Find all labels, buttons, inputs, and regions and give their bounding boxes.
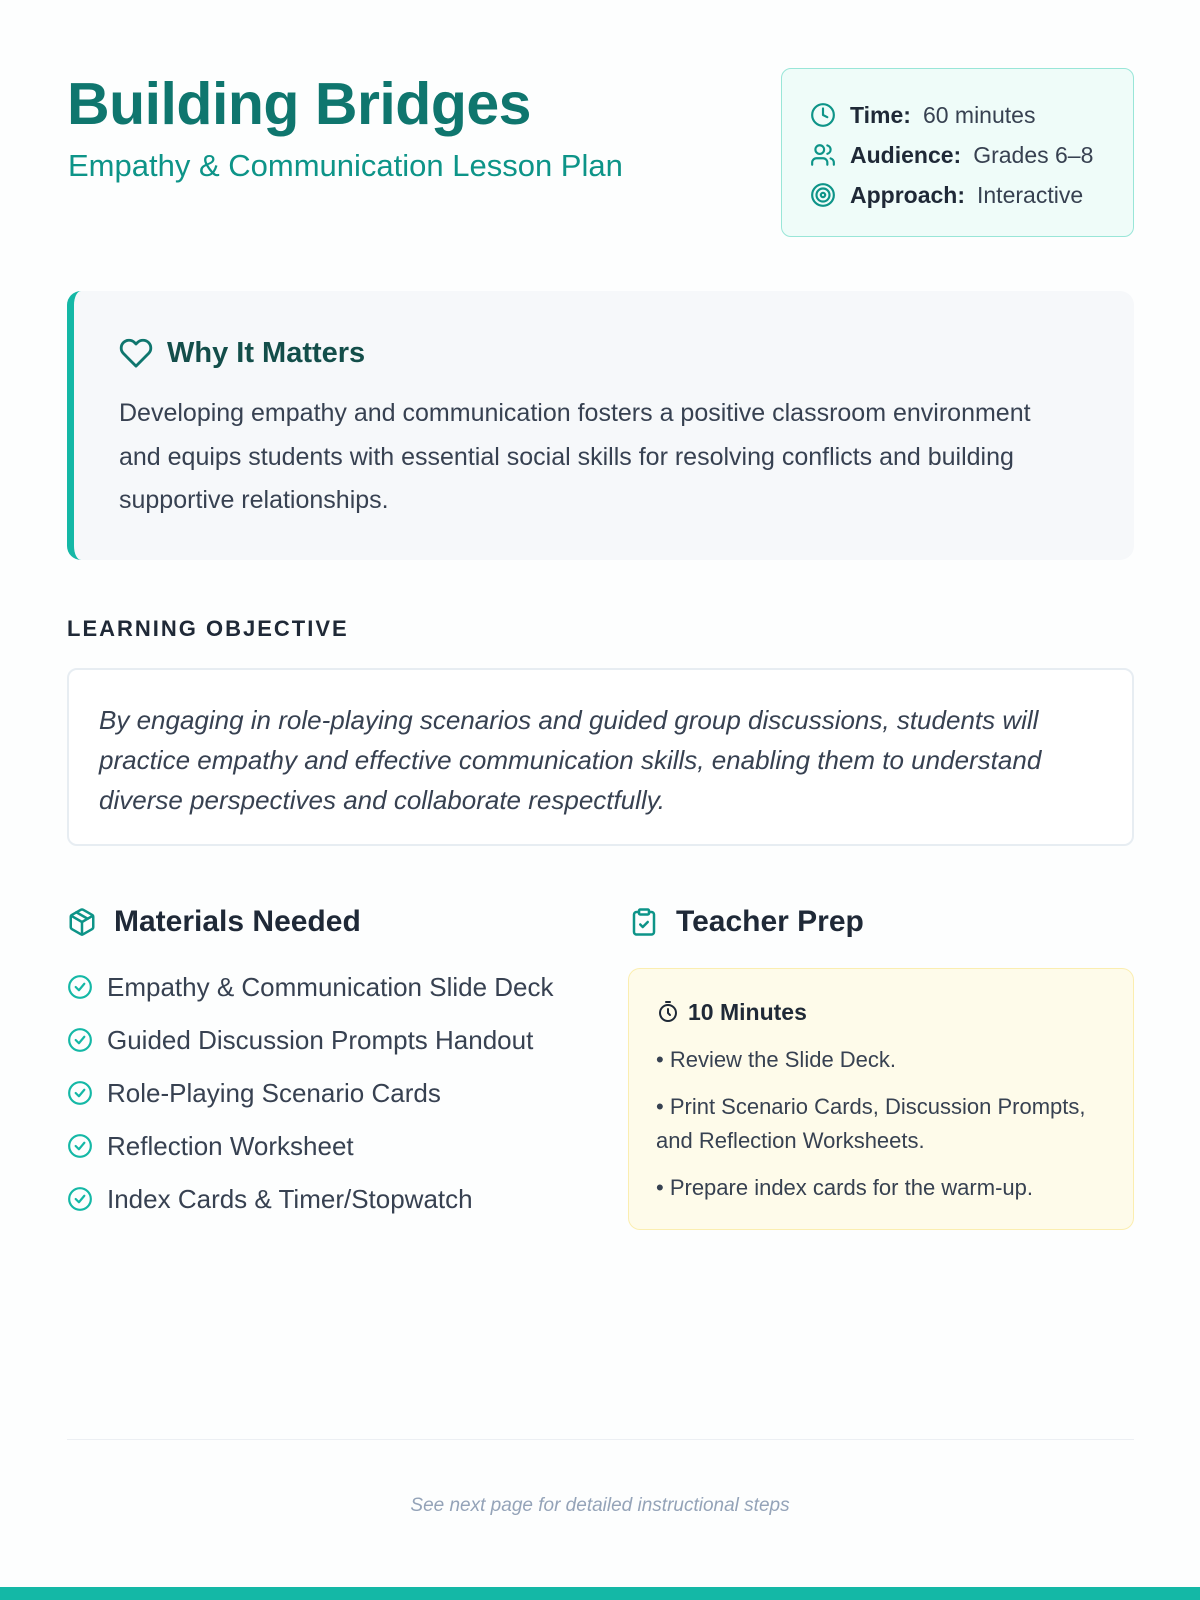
meta-label: Approach:: [850, 181, 965, 208]
users-icon: [809, 141, 837, 169]
page-subtitle: Empathy & Communication Lesson Plan: [68, 148, 623, 183]
objective-label: LEARNING OBJECTIVE: [67, 616, 349, 641]
why-it-matters-card: [67, 291, 1134, 560]
materials-title: Materials Needed: [114, 905, 361, 938]
meta-audience: [809, 135, 1133, 175]
objective-box: [67, 668, 1134, 846]
clock-icon: [809, 101, 837, 129]
page-title: Building Bridges: [67, 71, 531, 137]
meta-label: Time:: [850, 101, 911, 128]
clipboard-check-icon: [629, 904, 661, 940]
stopwatch-icon: [656, 998, 682, 1026]
material-label: Index Cards & Timer/Stopwatch: [107, 1184, 473, 1214]
prep-header: [629, 904, 864, 940]
footer-note: See next page for detailed instructional steps: [410, 1495, 790, 1516]
list-item: [67, 1073, 587, 1113]
list-item: [67, 967, 587, 1007]
meta-label: Audience:: [850, 141, 962, 168]
check-circle-icon: [67, 1179, 95, 1219]
list-item: • Prepare index cards for the warm-up.: [656, 1175, 1033, 1200]
meta-value: Interactive: [977, 181, 1084, 208]
meta-approach: [809, 175, 1133, 215]
list-item: [67, 1020, 587, 1060]
why-title: Why It Matters: [167, 336, 366, 369]
why-body-text: Developing empathy and communication fosters a positive classroom environment and equips students with essential social skills for resolving conflicts and building supportive relationships.: [119, 399, 1031, 514]
target-icon: [809, 181, 837, 209]
prep-card: [628, 968, 1134, 1230]
package-icon: [67, 904, 99, 940]
list-item: [67, 1126, 587, 1166]
list-item: • Review the Slide Deck.: [656, 1047, 897, 1072]
objective-text: By engaging in role-playing scenarios and guided group discussions, students will practice empathy and effective communication skills, enabling them to understand diverse perspectives and collaborate respectfully.: [99, 705, 1042, 815]
prep-list: [656, 1043, 1107, 1205]
check-circle-icon: [67, 1126, 95, 1166]
materials-list: [67, 967, 587, 1232]
prep-duration: [656, 997, 1107, 1027]
prep-duration-label: 10 Minutes: [688, 998, 807, 1025]
material-label: Reflection Worksheet: [107, 1131, 354, 1161]
meta-time: [809, 95, 1133, 135]
meta-value: Grades 6–8: [973, 141, 1094, 168]
footer-divider: [67, 1439, 1134, 1440]
prep-title: Teacher Prep: [676, 905, 864, 938]
list-item: [67, 1179, 587, 1219]
check-circle-icon: [67, 1020, 95, 1060]
bottom-accent-bar: [0, 1587, 1200, 1600]
check-circle-icon: [67, 967, 95, 1007]
material-label: Empathy & Communication Slide Deck: [107, 972, 554, 1002]
material-label: Role-Playing Scenario Cards: [107, 1078, 441, 1108]
check-circle-icon: [67, 1073, 95, 1113]
heart-icon: [119, 335, 155, 371]
lesson-meta-box: [781, 68, 1134, 237]
why-header: [119, 335, 365, 371]
list-item: • Print Scenario Cards, Discussion Prompts, and Reflection Worksheets.: [656, 1094, 1086, 1153]
material-label: Guided Discussion Prompts Handout: [107, 1025, 534, 1055]
materials-header: [67, 904, 361, 940]
meta-value: 60 minutes: [922, 101, 1036, 128]
